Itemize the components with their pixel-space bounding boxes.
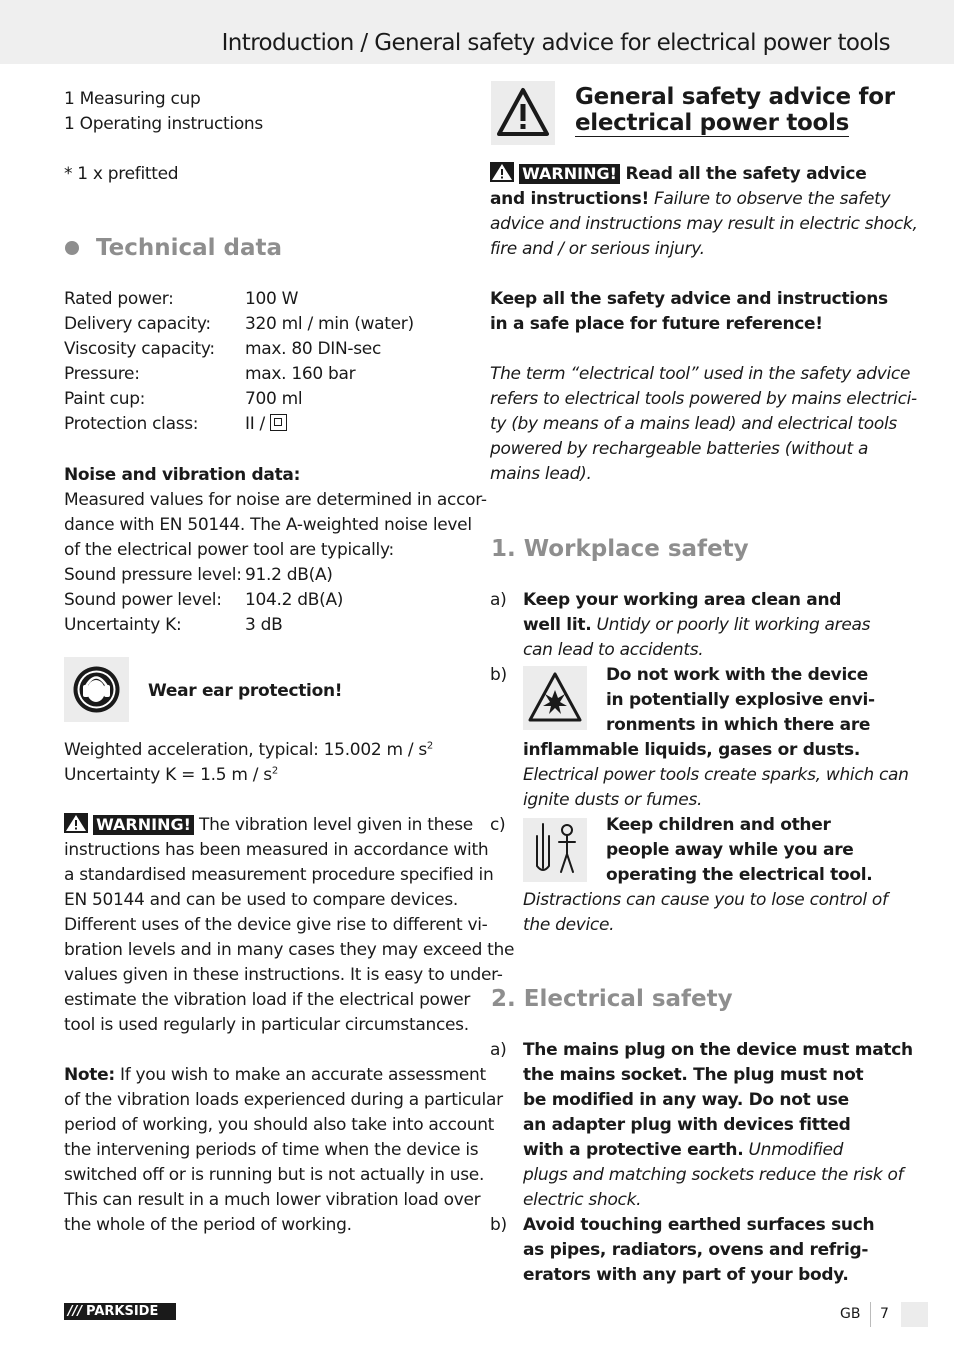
- paragraph-line: EN 50144 and can be used to compare devices.: [64, 890, 458, 910]
- page-title: Introduction / General safety advice for electrical power tools: [221, 30, 890, 56]
- paragraph-line: ty (by means of a mains lead) and electrical tools: [490, 414, 897, 434]
- footer-divider: [870, 1302, 871, 1327]
- paragraph-line: as pipes, radiators, ovens and refrig-: [523, 1240, 869, 1260]
- paragraph-line: This can result in a much lower vibration load over: [64, 1190, 481, 1210]
- paragraph-line: powered by rechargeable batteries (without a: [490, 439, 869, 459]
- paragraph-line: of the vibration loads experienced during a particular: [64, 1090, 503, 1110]
- paragraph-line: Different uses of the device give rise to different vi-: [64, 915, 488, 935]
- page-header: [0, 0, 954, 64]
- electrical-safety-heading: 2. Electrical safety: [491, 986, 733, 1012]
- paragraph-line: dance with EN 50144. The A-weighted noise level: [64, 515, 472, 535]
- uncertainty-line: Uncertainty K = 1.5 m / $s^2$: [64, 765, 278, 785]
- paragraph-line: with a protective earth. Unmodified: [523, 1140, 844, 1160]
- paragraph-line: can lead to accidents.: [523, 640, 704, 660]
- footnote: * 1 x prefitted: [64, 164, 179, 184]
- item-letter: b): [490, 665, 507, 685]
- tech-value: max. 160 bar: [245, 364, 356, 384]
- paragraph-line: fire and / or serious injury.: [490, 239, 705, 259]
- tech-label: Delivery capacity:: [64, 314, 211, 334]
- paragraph-line: ignite dusts or fumes.: [523, 790, 703, 810]
- paragraph-line: in potentially explosive envi-: [606, 690, 875, 710]
- warning-badge: WARNING!: [93, 815, 194, 835]
- tech-label: Paint cup:: [64, 389, 146, 409]
- keep-children-away-icon: [523, 818, 587, 882]
- language-code: GB: [840, 1306, 861, 1322]
- warning-triangle-icon: [490, 162, 514, 182]
- paragraph-line: switched off or is running but is not actually in use.: [64, 1165, 485, 1185]
- tech-label: Rated power:: [64, 289, 174, 309]
- paragraph-line: be modified in any way. Do not use: [523, 1090, 849, 1110]
- paragraph-line: Keep your working area clean and: [523, 590, 842, 610]
- paragraph-line: inflammable liquids, gases or dusts.: [523, 740, 860, 760]
- noise-label: Sound power level:: [64, 590, 222, 610]
- paragraph-line: ronments in which there are: [606, 715, 871, 735]
- warning-triangle-icon: [64, 813, 88, 833]
- acceleration-line: Weighted acceleration, typical: 15.002 m / $s^2$: [64, 740, 433, 760]
- paragraph-line: a standardised measurement procedure specified in: [64, 865, 494, 885]
- noise-value: 91.2 dB(A): [245, 565, 333, 585]
- paragraph-line: an adapter plug with devices fitted: [523, 1115, 851, 1135]
- paragraph-line: tool is used regularly in particular circumstances.: [64, 1015, 469, 1035]
- noise-heading: Noise and vibration data:: [64, 465, 301, 485]
- list-item: 1 Operating instructions: [64, 114, 263, 134]
- tech-value: 700 ml: [245, 389, 303, 409]
- paragraph-line: mains lead).: [490, 464, 592, 484]
- paragraph-line: the intervening periods of time when the device is: [64, 1140, 479, 1160]
- noise-value: 3 dB: [245, 615, 283, 635]
- bullet-icon: [65, 241, 79, 255]
- paragraph-line: and instructions! Failure to observe the safety: [490, 189, 891, 209]
- page-number: 7: [880, 1306, 889, 1322]
- tech-value: 100 W: [245, 289, 299, 309]
- noise-label: Sound pressure level:: [64, 565, 242, 585]
- item-letter: c): [490, 815, 506, 835]
- paragraph-line: of the electrical power tool are typically:: [64, 540, 394, 560]
- technical-data-heading: Technical data: [96, 235, 283, 261]
- item-letter: a): [490, 1040, 507, 1060]
- tech-label: Protection class:: [64, 414, 199, 434]
- item-letter: a): [490, 590, 507, 610]
- noise-label: Uncertainty K:: [64, 615, 182, 635]
- paragraph-line: well lit. Untidy or poorly lit working areas: [523, 615, 871, 635]
- paragraph-line: plugs and matching sockets reduce the risk of: [523, 1165, 904, 1185]
- warning-triangle-icon: [491, 81, 555, 145]
- paragraph-line: instructions has been measured in accordance with: [64, 840, 489, 860]
- paragraph-line: erators with any part of your body.: [523, 1265, 849, 1285]
- footer-tab: [901, 1302, 928, 1327]
- brand-stripes-icon: ///: [67, 1304, 83, 1319]
- paragraph-line: refers to electrical tools powered by mains electrici-: [490, 389, 917, 409]
- paragraph-line: Do not work with the device: [606, 665, 868, 685]
- list-item: 1 Measuring cup: [64, 89, 201, 109]
- noise-value: 104.2 dB(A): [245, 590, 344, 610]
- paragraph-line: Keep children and other: [606, 815, 831, 835]
- explosion-hazard-icon: [523, 666, 587, 730]
- paragraph-line: Distractions can cause you to lose control of: [523, 890, 888, 910]
- warning-badge: WARNING!: [519, 164, 620, 184]
- paragraph-line: the mains socket. The plug must not: [523, 1065, 864, 1085]
- ear-protection-text: Wear ear protection!: [148, 681, 343, 701]
- warning-line: WARNING! Read all the safety advice: [490, 162, 866, 187]
- paragraph-line: electric shock.: [523, 1190, 642, 1210]
- paragraph-line: The term “electrical tool” used in the safety advice: [490, 364, 911, 384]
- item-letter: b): [490, 1215, 507, 1235]
- tech-label: Viscosity capacity:: [64, 339, 215, 359]
- protection-class-ii-icon: [270, 414, 287, 431]
- paragraph-line: Avoid touching earthed surfaces such: [523, 1215, 875, 1235]
- paragraph-line: people away while you are: [606, 840, 854, 860]
- paragraph-line: Keep all the safety advice and instructions: [490, 289, 888, 309]
- paragraph-line: The mains plug on the device must match: [523, 1040, 913, 1060]
- paragraph-line: estimate the vibration load if the electrical power: [64, 990, 471, 1010]
- paragraph-line: advice and instructions may result in electric shock,: [490, 214, 918, 234]
- tech-value: max. 80 DIN-sec: [245, 339, 381, 359]
- warning-line: WARNING! The vibration level given in these: [64, 813, 473, 838]
- tech-value: II /: [245, 412, 287, 437]
- paragraph-line: the whole of the period of working.: [64, 1215, 352, 1235]
- paragraph-line: period of working, you should also take into account: [64, 1115, 495, 1135]
- ear-protection-icon: [64, 657, 129, 722]
- note-line: Note: If you wish to make an accurate assessment: [64, 1065, 486, 1085]
- tech-value: 320 ml / min (water): [245, 314, 414, 334]
- paragraph-line: Measured values for noise are determined in accor-: [64, 490, 487, 510]
- paragraph-line: the device.: [523, 915, 615, 935]
- tech-label: Pressure:: [64, 364, 140, 384]
- paragraph-line: values given in these instructions. It is easy to under-: [64, 965, 503, 985]
- paragraph-line: operating the electrical tool.: [606, 865, 873, 885]
- workplace-safety-heading: 1. Workplace safety: [491, 536, 749, 562]
- brand-logo: /// PARKSIDE: [64, 1303, 176, 1320]
- paragraph-line: in a safe place for future reference!: [490, 314, 823, 334]
- paragraph-line: bration levels and in many cases they may exceed the: [64, 940, 515, 960]
- section-title: General safety advice for electrical power tools: [575, 84, 895, 136]
- paragraph-line: Electrical power tools create sparks, which can: [523, 765, 909, 785]
